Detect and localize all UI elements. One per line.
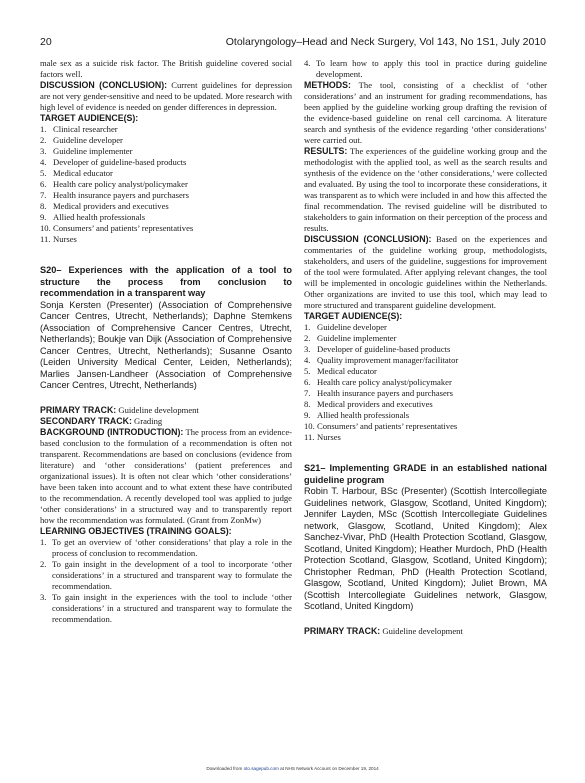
primary-track: PRIMARY TRACK: Guideline development	[304, 625, 463, 636]
list-item: 1. Guideline developer	[304, 322, 387, 332]
s20-title: S20– Experiences with the application of a tool to structure the process from conclusion to recommendation in a transparent way	[40, 265, 292, 298]
list-item: 8. Medical providers and executives	[304, 399, 433, 409]
objectives-heading: LEARNING OBJECTIVES (TRAINING GOALS):	[40, 525, 232, 536]
discussion-paragraph	[40, 80, 292, 113]
list-item: 3. Developer of guideline-based products	[304, 344, 451, 354]
objectives-list	[40, 537, 292, 625]
list-item: 6. Health care policy analyst/policymaker	[304, 377, 452, 387]
list-item: 2. To gain insight in the development of a tool to incorporate ‘other considerations’ in a structured and transparent way to formulate the recommendation.	[40, 558, 292, 591]
list-item: 3. To gain insight in the experiences with the tool to include ‘other considerations’ in a structured and transparent way to formulate the recommendation.	[40, 591, 292, 624]
list-item: 2. Guideline developer	[40, 135, 123, 145]
results-text: The experiences of the guideline working group and the methodologist with the applied tool, as well as the search results and synthesis of the evidence on the ‘other considerations,’ were collected and evaluated. By using the tool to incorporate these considerations, it was transparent as to which were included in and how this affected the final recommendation. The revised guideline will be distributed to stakeholders to gain information on their perception of the process and results.	[304, 146, 547, 233]
list-item: 1. To get an overview of ‘other considerations’ that play a role in the process of conclusion to recommendation.	[40, 536, 292, 558]
list-item: 7. Health insurance payers and purchasers	[304, 388, 454, 398]
discussion-label: DISCUSSION (CONCLUSION):	[40, 80, 168, 90]
discussion-text: Current guidelines for depression are not very gender-sensitive and need to be updated. More research with high level of evidence is needed on gender differences in depression.	[40, 80, 292, 112]
list-item: 5. Medical educator	[304, 366, 377, 376]
audience-list	[304, 322, 547, 443]
list-item: 7. Health insurance payers and purchasers	[40, 190, 190, 200]
s21-title: S21– Implementing GRADE in an established national guideline program	[304, 463, 547, 485]
objectives-list-continued	[304, 58, 547, 80]
methods-text: The tool, consisting of a checklist of ‘other considerations’ and an instrument for grading recommendations, has been applied by the guideline working group drafting the revision of the evidence-based guideline on renal cell carcinoma. A literature search and synthesis of the evidence regarding ‘other considerations’ were carried out.	[304, 80, 547, 145]
list-item: 8. Medical providers and executives	[40, 201, 169, 211]
background-label: BACKGROUND (INTRODUCTION):	[40, 426, 184, 437]
left-column	[40, 58, 292, 625]
s20-authors: Sonja Kersten (Presenter) (Association of Comprehensive Cancer Centres, Utrecht, Netherlands); Daphne Stemkens (Association of Comprehensive Cancer Centres, Utrecht, Netherlands); Boukje van Dijk (Association of Comprehensive Cancer Centres, Utrecht, Netherlands); Susanne Osanto (Leiden University Medical Center, Leiden, Netherlands); Marlies Jansen-Landheer (Association of Comprehensive Cancer Centres, Utrecht, Netherlands)	[40, 299, 292, 390]
list-item: 2. Guideline implementer	[304, 333, 397, 343]
list-item: 4. Quality improvement manager/facilitator	[304, 355, 459, 365]
journal-citation: Otolaryngology–Head and Neck Surgery, Vol 143, No 1S1, July 2010	[225, 36, 546, 48]
s21-authors: Robin T. Harbour, BSc (Presenter) (Scottish Intercollegiate Guidelines network, Glasgow, Scotland, United Kingdom); Jennifer Layden, MSc (Scottish Intercollegiate Guidelines network, Glasgow, Scotland, United Kingdom); Alex Sanchez-Vivar, PhD (Health Protection Scotland, Glasgow, Scotland, United Kingdom); Heather Murdoch, PhD (Health Protection Scotland, Glasgow, Scotland, United Kingdom); Christopher Redman, PhD (Health Protection Scotland, Glasgow, Scotland, United Kingdom); Juliet Brown, MA (Scottish Intercollegiate Guidelines network, Glasgow, Scotland, United Kingdom)	[304, 486, 547, 611]
continued-text: male sex as a suicide risk factor. The British guideline covered social factors well.	[40, 58, 292, 79]
results-label: RESULTS:	[304, 146, 348, 156]
methods-paragraph	[304, 80, 547, 146]
page-number: 20	[40, 36, 52, 48]
list-item: 5. Medical educator	[40, 168, 113, 178]
background-text: The process from an evidence-based conclusion to the formulation of a recommendation is often not transparent. Recommendations are based on conclusions (evidence from literature) and ‘other considerations’ (patient preferences and organizational issues). It is often not clear which ‘other considerations’ have been taken into account and to what extent these have contributed to the recommendation. A recently developed tool was applied to judge ‘other considerations’ in a structured way and to transparently report how the recommendation was formulated. (Grant from ZonMw)	[40, 426, 292, 525]
list-item: 6. Health care policy analyst/policymaker	[40, 179, 188, 189]
list-item: 11. Nurses	[304, 432, 341, 442]
discussion-label: DISCUSSION (CONCLUSION):	[304, 234, 432, 244]
list-item: 4. Developer of guideline-based products	[40, 157, 187, 167]
audience-heading: TARGET AUDIENCE(S):	[304, 311, 403, 321]
results-paragraph	[304, 146, 547, 234]
list-item: 9. Allied health professionals	[40, 212, 146, 222]
audience-heading: TARGET AUDIENCE(S):	[40, 113, 139, 123]
right-column	[304, 58, 547, 637]
running-header	[40, 36, 546, 50]
primary-track: PRIMARY TRACK: Guideline development	[40, 404, 199, 415]
list-item: 4. To learn how to apply this tool in practice during guideline development.	[304, 58, 547, 79]
download-footer: Downloaded from oto.sagepub.com at NHS Network Account on December 19, 2014	[206, 766, 379, 771]
background-paragraph	[40, 427, 292, 526]
discussion-paragraph	[304, 234, 547, 311]
discussion-text: Based on the experiences and commentaries of the guideline working group, methodologists, stakeholders, and users of the guideline, suggestions for improvement of the tool were formulated. After applying relevant changes, the tool will be implemented in oncologic guidelines within the Netherlands. Other organizations are invited to use this tool, which may lead to more structured and transparent guideline development.	[304, 234, 547, 310]
list-item: 10. Consumers’ and patients’ representatives	[304, 421, 458, 431]
secondary-track: SECONDARY TRACK: Grading	[40, 415, 163, 426]
list-item: 11. Nurses	[40, 234, 77, 244]
list-item: 9. Allied health professionals	[304, 410, 410, 420]
audience-list	[40, 124, 292, 245]
list-item: 10. Consumers’ and patients’ representatives	[40, 223, 194, 233]
list-item: 1. Clinical researcher	[40, 124, 118, 134]
footer-link[interactable]: oto.sagepub.com	[243, 766, 279, 771]
list-item: 3. Guideline implementer	[40, 146, 133, 156]
methods-label: METHODS:	[304, 80, 351, 90]
